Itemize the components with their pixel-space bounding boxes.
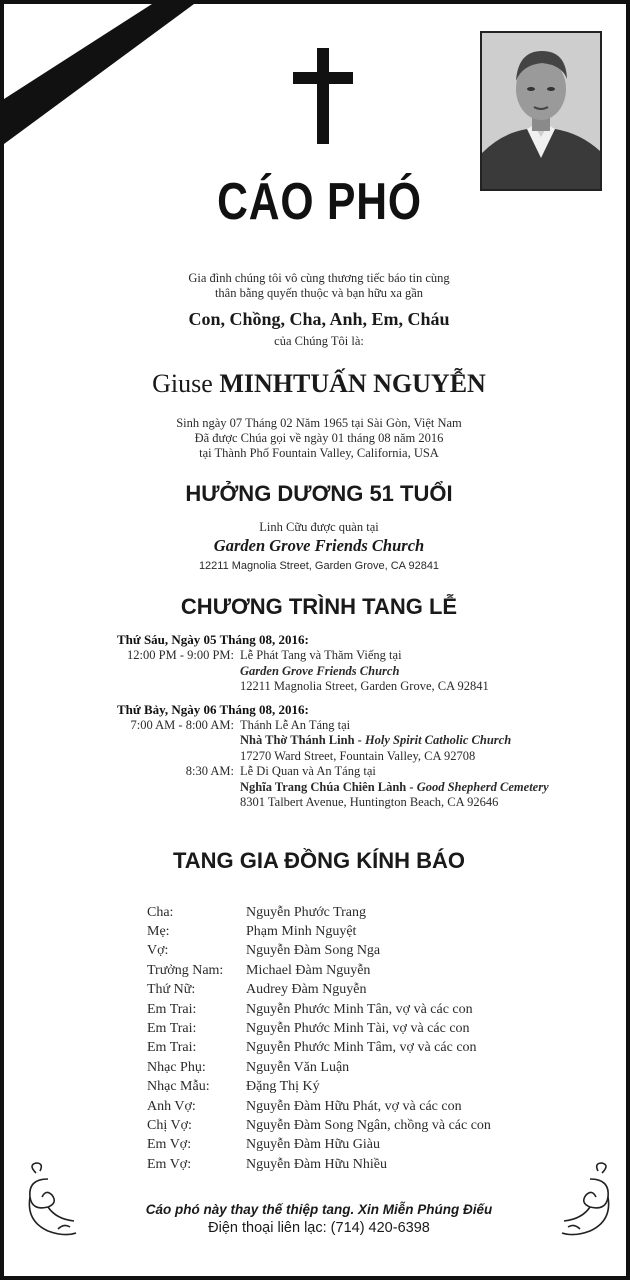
schedule-event: Lễ Phát Tang và Thăm Viếng tại: [240, 648, 402, 662]
family-role: Em Trai:: [147, 1001, 197, 1017]
intro-line-2: thân bằng quyến thuộc và bạn hữu xa gần: [214, 286, 424, 300]
family-role: Em Vợ:: [147, 1137, 192, 1153]
family-name: Nguyễn Đàm Hữu Phát, vợ và các con: [246, 1098, 462, 1114]
funeral-schedule: [117, 632, 587, 811]
family-role: Anh Vợ:: [147, 1098, 196, 1114]
family-name: Michael Đàm Nguyễn: [246, 962, 371, 978]
family-name: Audrey Đàm Nguyễn: [246, 982, 367, 998]
schedule-time: 12:00 PM - 9:00 PM:: [127, 648, 234, 662]
family-member: [147, 1097, 587, 1116]
family-name: Đặng Thị Ký: [246, 1079, 320, 1095]
family-member: [147, 961, 587, 980]
mourning-ribbon: [4, 4, 204, 164]
schedule-row: [117, 718, 587, 765]
footer-note: Cáo phó này thay thế thiệp tang. Xin Miễn Phúng Điếu: [145, 1202, 493, 1217]
family-name: Nguyễn Phước Minh Tâm, vợ và các con: [246, 1040, 477, 1056]
family-role: Chị Vợ:: [147, 1117, 192, 1133]
deceased-full-name: MINHTUẤN NGUYỄN: [219, 369, 486, 398]
viewing-church: Garden Grove Friends Church: [213, 536, 425, 555]
family-role: Em Vợ:: [147, 1156, 192, 1172]
death-place-line: tại Thành Phố Fountain Valley, California, USA: [199, 446, 439, 460]
portrait-photo: [480, 31, 602, 191]
deceased-name: [4, 369, 630, 399]
schedule-location: Garden Grove Friends Church: [240, 663, 400, 678]
family-name: Nguyễn Phước Trang: [246, 904, 366, 920]
schedule-event: Thánh Lễ An Táng tại: [240, 717, 351, 732]
family-name: Nguyễn Đàm Song Nga: [246, 943, 381, 959]
family-member: [147, 1078, 587, 1097]
schedule-day-1-date: Thứ Sáu, Ngày 05 Tháng 08, 2016:: [117, 632, 309, 647]
family-name: Nguyễn Văn Luận: [246, 1059, 350, 1075]
family-member: [147, 903, 587, 922]
schedule-detail: [240, 764, 587, 811]
family-role: Nhạc Phụ:: [147, 1059, 206, 1075]
schedule-time: 7:00 AM - 8:00 AM:: [130, 717, 234, 732]
family-member: [147, 1116, 587, 1135]
age-line: HƯỞNG DƯƠNG 51 TUỔI: [185, 481, 453, 506]
family-role: Nhạc Mẫu:: [147, 1079, 210, 1095]
schedule-address: 8301 Talbert Avenue, Huntington Beach, CA 92646: [240, 795, 499, 809]
family-role: Trưởng Nam:: [147, 962, 224, 978]
family-role: Em Trai:: [147, 1040, 197, 1056]
death-line: Đã được Chúa gọi về ngày 01 tháng 08 năm 2016: [194, 431, 444, 445]
family-name: Nguyễn Phước Minh Tân, vợ và các con: [246, 1001, 473, 1017]
viewing-address: 12211 Magnolia Street, Garden Grove, CA 92841: [198, 560, 440, 572]
schedule-address: 12211 Magnolia Street, Garden Grove, CA 92841: [240, 679, 489, 693]
schedule-title: CHƯƠNG TRÌNH TANG LỄ: [180, 594, 458, 619]
family-member: [147, 1136, 587, 1155]
family-member: [147, 981, 587, 1000]
family-name: Nguyễn Đàm Hữu Giàu: [246, 1137, 380, 1153]
schedule-day-2-date: Thứ Bảy, Ngày 06 Tháng 08, 2016:: [117, 701, 309, 717]
intro-line-3: của Chúng Tôi là:: [274, 334, 364, 348]
family-title: TANG GIA ĐỒNG KÍNH BÁO: [172, 848, 466, 873]
schedule-row: [117, 648, 587, 695]
deceased-given-name: Giuse: [152, 369, 213, 398]
location-vn: Nhà Thờ Thánh Linh -: [240, 733, 365, 747]
schedule-location: [240, 780, 587, 796]
family-name: Nguyễn Đàm Song Ngân, chồng và các con: [246, 1117, 491, 1133]
schedule-detail: [240, 648, 587, 695]
family-role: Em Trai:: [147, 1021, 197, 1037]
family-member: [147, 942, 587, 961]
cross-icon: [291, 46, 355, 146]
family-role: Vợ:: [147, 943, 169, 959]
intro-text: [4, 271, 630, 301]
schedule-detail: [240, 718, 587, 765]
family-member: [147, 1155, 587, 1174]
family-role: Cha:: [147, 904, 174, 920]
family-member: [147, 1058, 587, 1077]
schedule-address: 17270 Ward Street, Fountain Valley, CA 92708: [240, 748, 476, 763]
family-role: Thứ Nữ:: [147, 982, 196, 998]
location-en: Good Shepherd Cemetery: [416, 779, 549, 794]
family-name: Phạm Minh Nguyệt: [246, 924, 357, 940]
schedule-time: 8:30 AM:: [185, 764, 234, 778]
page-title: CÁO PHÓ: [217, 173, 422, 231]
family-member: [147, 922, 587, 941]
family-member: [147, 1019, 587, 1038]
family-member: [147, 1000, 587, 1019]
portrait-image: [482, 33, 600, 189]
footer-phone: Điện thoại liên lạc: (714) 420-6398: [208, 1220, 430, 1236]
life-dates: [4, 416, 630, 461]
viewing-label: Linh Cữu được quàn tại: [259, 520, 379, 534]
family-role: Mẹ:: [147, 924, 170, 940]
schedule-location: [240, 733, 587, 749]
family-name: Nguyễn Phước Minh Tài, vợ và các con: [246, 1021, 470, 1037]
relations-line: Con, Chồng, Cha, Anh, Em, Cháu: [188, 309, 450, 329]
family-member: [147, 1039, 587, 1058]
schedule-event: Lễ Di Quan và An Táng tại: [240, 764, 376, 778]
location-en: Holy Spirit Catholic Church: [364, 733, 512, 747]
location-vn: Nghĩa Trang Chúa Chiên Lành -: [240, 779, 417, 794]
intro-line-1: Gia đình chúng tôi vô cùng thương tiếc báo tin cùng: [188, 271, 450, 285]
schedule-row: [117, 764, 587, 811]
family-list: [147, 903, 587, 1174]
birth-line: Sinh ngày 07 Tháng 02 Năm 1965 tại Sài Gòn, Việt Nam: [176, 416, 462, 430]
family-name: Nguyễn Đàm Hữu Nhiều: [246, 1156, 387, 1172]
